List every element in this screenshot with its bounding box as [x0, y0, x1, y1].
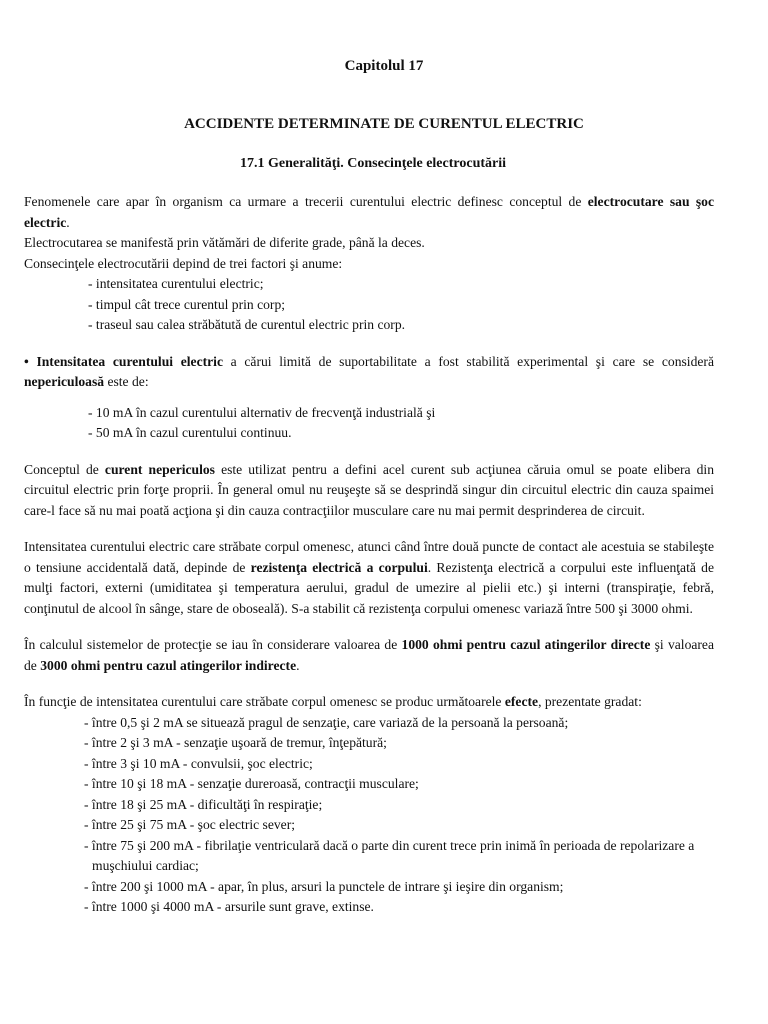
chapter-heading: Capitolul 17: [344, 58, 424, 74]
paragraph-body-resistance: Intensitatea curentului electric care străbate corpul omenesc, atunci când între două puncte de contact ale acestuia se stabileşte o tensiune accidentală dată, depinde de rezistenţa electrică a corpului. Rezistenţa electrică a corpului este influenţată de mulţi factori, externi (umiditatea şi temperatura aerului, gradul de umezire al pielii etc.) şi interni (transpiraţie, febră, conţinutul de alcool în sânge, stare de oboseală). S-a stabilit că rezistenţa corpului omenesc variază între 500 şi 3000 ohmi.: [24, 539, 714, 616]
paragraph-manifestation: Electrocutarea se manifestă prin vătămări de diferite grade, până la deces.: [24, 235, 425, 250]
paragraph-safe-current: Conceptul de curent nepericulos este utilizat pentru a defini acel curent sub acţiunea căruia omul se poate elibera din circuitul electric prin forţe proprii. În general omul nu reuşeşte să se desprindă singur din circuitul electric din cauza spaimei care-l face să nu mai poată acţiona şi din cauza contracţiilor musculare care nu mai permit desprinderea de circuit.: [24, 461, 715, 518]
list-item: - intensitatea curentului electric;: [88, 276, 264, 291]
section-heading: 17.1 Generalităţi. Consecinţele electrocutării: [239, 156, 507, 171]
list-item: - între 3 şi 10 mA - convulsii, şoc electric;: [84, 755, 313, 771]
paragraph-protection-values: În calculul sistemelor de protecţie se iau în considerare valoarea de 1000 ohmi pentru cazul atingerilor directe şi valoarea de 3000 ohmi pentru cazul atingerilor indirecte.: [24, 637, 714, 673]
paragraph-effects-intro: În funcţie de intensitatea curentului care străbate corpul omenesc se produc următoarele efecte, prezentate gradat:: [24, 694, 642, 709]
list-item: - traseul sau calea străbătută de curentul electric prin corp.: [88, 317, 406, 332]
paragraph-factors-intro: Consecinţele electrocutării depind de trei factori şi anume:: [24, 255, 343, 271]
effects-list: [24, 713, 714, 918]
list-item: - între 2 şi 3 mA - senzaţie uşoară de tremur, înţepătură;: [84, 735, 387, 750]
list-item: - 10 mA în cazul curentului alternativ de frecvenţă industrială şi: [88, 404, 436, 420]
list-item: - între 200 şi 1000 mA - apar, în plus, arsuri la punctele de intrare şi ieşire din organism;: [84, 878, 564, 894]
document-body: [24, 192, 714, 918]
paragraph-definition: Fenomenele care apar în organism ca urmare a trecerii curentului electric definesc conceptul de electrocutare sau şoc electric.: [24, 194, 714, 230]
limits-list: [24, 403, 714, 444]
list-item: - 50 mA în cazul curentului continuu.: [88, 425, 292, 440]
list-item: - timpul cât trece curentul prin corp;: [88, 296, 286, 312]
list-item: - între 10 şi 18 mA - senzaţie dureroasă, contracţii musculare;: [84, 776, 419, 791]
factors-list: [24, 274, 714, 336]
paragraph-intensity: • Intensitatea curentului electric a cărui limită de suportabilitate a fost stabilită experimental şi care se consideră nepericuloasă este de:: [24, 353, 714, 389]
page-title: ACCIDENTE DETERMINATE DE CURENTUL ELECTRIC: [184, 116, 584, 132]
list-item: - între 75 şi 200 mA - fibrilaţie ventriculară dacă o parte din curent trece prin inimă în perioada de repolarizare a muşchiului cardiac;: [84, 837, 695, 873]
list-item: - între 25 şi 75 mA - şoc electric sever;: [84, 817, 296, 832]
list-item: - între 18 şi 25 mA - dificultăţi în respiraţie;: [84, 796, 323, 812]
list-item: - între 1000 şi 4000 mA - arsurile sunt grave, extinse.: [84, 899, 374, 914]
list-item: - între 0,5 şi 2 mA se situează pragul de senzaţie, care variază de la persoană la persoană;: [84, 714, 569, 730]
